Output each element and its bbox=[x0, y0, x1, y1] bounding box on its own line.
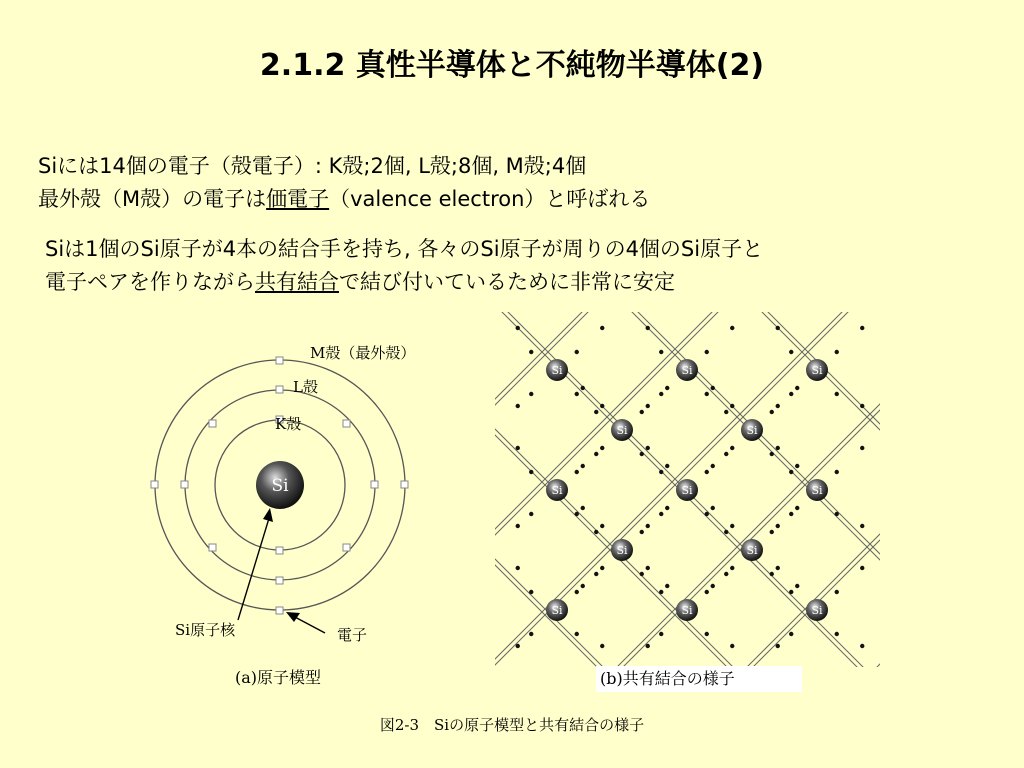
valence-electron-dot bbox=[711, 506, 715, 510]
electron-label: 電子 bbox=[337, 626, 368, 644]
si-atom bbox=[806, 359, 828, 381]
valence-electron-dot bbox=[581, 386, 585, 390]
valence-electron-dot bbox=[516, 644, 520, 648]
valence-electron-dot bbox=[789, 512, 793, 516]
electron-l-7 bbox=[209, 544, 216, 551]
valence-electron-dot bbox=[776, 566, 780, 570]
valence-electron-dot bbox=[529, 632, 533, 636]
valence-electron-dot bbox=[640, 572, 644, 576]
valence-electron-dot bbox=[600, 326, 604, 330]
valence-electron-dot bbox=[776, 644, 780, 648]
valence-electron-dot bbox=[600, 644, 604, 648]
si-atom-label: Si bbox=[811, 484, 823, 497]
valence-electron-dot bbox=[575, 632, 579, 636]
electron-arrow-head bbox=[286, 612, 300, 622]
si-atom bbox=[611, 419, 633, 441]
valence-electron-dot bbox=[705, 350, 709, 354]
si-atom bbox=[546, 359, 568, 381]
valence-electron-dot bbox=[575, 512, 579, 516]
bond-text-pre: 電子ペアを作りながら bbox=[45, 270, 255, 294]
valence-electron-dot bbox=[789, 632, 793, 636]
valence-electron-dot bbox=[711, 584, 715, 588]
shell-electron-text: Siには14個の電子（殻電子）: K殻;2個, L殻;8個, M殻;4個 bbox=[38, 154, 587, 178]
m-shell-label: M殻（最外殻） bbox=[310, 344, 416, 362]
si-atom bbox=[611, 539, 633, 561]
valence-electron-dot bbox=[600, 566, 604, 570]
electron-l-6 bbox=[343, 420, 350, 427]
valence-electron-dot bbox=[516, 326, 520, 330]
nucleus-arrow-line bbox=[238, 515, 270, 620]
nucleus-symbol: Si bbox=[271, 476, 289, 496]
valence-electron-dot bbox=[659, 632, 663, 636]
si-atom bbox=[676, 599, 698, 621]
valence-electron-dot bbox=[575, 350, 579, 354]
si-atom-label: Si bbox=[811, 604, 823, 617]
valence-electron-dot bbox=[659, 470, 663, 474]
valence-electron-dot bbox=[795, 464, 799, 468]
valence-electron-dot bbox=[646, 404, 650, 408]
si-atom bbox=[806, 599, 828, 621]
valence-electron-dot bbox=[795, 386, 799, 390]
si-atom-label: Si bbox=[811, 364, 823, 377]
valence-electron-dot bbox=[594, 530, 598, 534]
valence-electron-dot bbox=[835, 590, 839, 594]
bond-text-line1: Siは1個のSi原子が4本の結合手を持ち, 各々のSi原子が周りの4個のSi原子と bbox=[45, 237, 764, 261]
electron-m-2 bbox=[276, 607, 283, 614]
valence-electron-dot bbox=[705, 632, 709, 636]
valence-electron-dot bbox=[776, 404, 780, 408]
valence-electron-dot bbox=[795, 584, 799, 588]
covalent-bond-figure bbox=[495, 312, 880, 667]
bond-line bbox=[495, 312, 880, 315]
valence-electron-dot bbox=[659, 512, 663, 516]
valence-electron-dot bbox=[776, 524, 780, 528]
valence-electron-dot bbox=[860, 524, 864, 528]
si-atom bbox=[546, 599, 568, 621]
valence-electron-dot bbox=[835, 392, 839, 396]
si-atom bbox=[741, 539, 763, 561]
valence-electron-dot bbox=[789, 350, 793, 354]
valence-electron-dot bbox=[730, 566, 734, 570]
electron-m-4 bbox=[401, 481, 408, 488]
valence-electron-dot bbox=[516, 566, 520, 570]
si-atom-label: Si bbox=[551, 364, 563, 377]
valence-electron-dot bbox=[705, 392, 709, 396]
valence-electron-dot bbox=[665, 464, 669, 468]
valence-electron-dot bbox=[730, 524, 734, 528]
valence-text-pre: 最外殻（M殻）の電子は bbox=[38, 187, 267, 211]
electron-l-2 bbox=[276, 577, 283, 584]
electron-k-2 bbox=[276, 547, 283, 554]
valence-electron-dot bbox=[795, 506, 799, 510]
valence-electron-dot bbox=[529, 350, 533, 354]
valence-electron-dot bbox=[705, 470, 709, 474]
valence-electron-dot bbox=[646, 446, 650, 450]
nucleus-arrow-head bbox=[263, 508, 273, 522]
valence-electron-dot bbox=[646, 326, 650, 330]
covalent-bond-term: 共有結合 bbox=[255, 270, 339, 294]
valence-electron-dot bbox=[594, 572, 598, 576]
electron-l-8 bbox=[343, 544, 350, 551]
electron-l-5 bbox=[209, 420, 216, 427]
valence-electron-dot bbox=[516, 524, 520, 528]
bond-line bbox=[495, 419, 880, 667]
valence-electron-dot bbox=[860, 566, 864, 570]
page-title: 2.1.2 真性半導体と不純物半導体(2) bbox=[259, 48, 765, 83]
valence-electron-dot bbox=[581, 464, 585, 468]
valence-electron-dot bbox=[705, 590, 709, 594]
valence-electron-dot bbox=[860, 644, 864, 648]
valence-electron-dot bbox=[581, 584, 585, 588]
valence-electron-dot bbox=[789, 470, 793, 474]
valence-electron-text bbox=[38, 183, 650, 213]
valence-electron-dot bbox=[835, 350, 839, 354]
valence-electron-dot bbox=[659, 590, 663, 594]
valence-electron-dot bbox=[600, 446, 604, 450]
valence-electron-dot bbox=[705, 512, 709, 516]
valence-electron-dot bbox=[835, 512, 839, 516]
nucleus-label: Si原子核 bbox=[175, 621, 236, 639]
valence-electron-dot bbox=[529, 392, 533, 396]
si-atom-label: Si bbox=[681, 484, 693, 497]
valence-electron-dot bbox=[665, 506, 669, 510]
valence-electron-dot bbox=[516, 404, 520, 408]
valence-electron-dot bbox=[646, 524, 650, 528]
valence-electron-dot bbox=[600, 404, 604, 408]
bond-line bbox=[495, 649, 880, 667]
valence-electron-dot bbox=[594, 410, 598, 414]
bond-line bbox=[495, 389, 880, 667]
valence-electron-dot bbox=[730, 644, 734, 648]
valence-electron-dot bbox=[776, 446, 780, 450]
electron-l-1 bbox=[276, 386, 283, 393]
valence-electron-dot bbox=[529, 470, 533, 474]
si-atom-label: Si bbox=[551, 484, 563, 497]
valence-electron-dot bbox=[730, 446, 734, 450]
valence-electron-dot bbox=[789, 590, 793, 594]
electron-m-3 bbox=[151, 481, 158, 488]
valence-electron-dot bbox=[581, 506, 585, 510]
si-atom-label: Si bbox=[551, 604, 563, 617]
si-atom bbox=[676, 479, 698, 501]
valence-electron-dot bbox=[665, 386, 669, 390]
bond-text-post: で結び付いているために非常に安定 bbox=[339, 270, 675, 294]
si-atom bbox=[806, 479, 828, 501]
valence-electron-dot bbox=[711, 386, 715, 390]
valence-electron-dot bbox=[835, 632, 839, 636]
valence-electron-dot bbox=[659, 392, 663, 396]
valence-electron-dot bbox=[835, 470, 839, 474]
electron-arrow-line bbox=[293, 616, 325, 633]
valence-electron-dot bbox=[711, 464, 715, 468]
si-atom bbox=[546, 479, 568, 501]
si-atom-label: Si bbox=[616, 544, 628, 557]
valence-electron-dot bbox=[646, 566, 650, 570]
electron-m-1 bbox=[276, 357, 283, 364]
valence-electron-dot bbox=[529, 590, 533, 594]
valence-electron-dot bbox=[600, 524, 604, 528]
valence-electron-dot bbox=[516, 446, 520, 450]
covalent-bond-caption: (b)共有結合の様子 bbox=[596, 666, 802, 692]
valence-text-post: （valence electron）と呼ばれる bbox=[329, 187, 651, 211]
k-shell-label: K殻 bbox=[275, 415, 302, 433]
si-atom-label: Si bbox=[681, 604, 693, 617]
valence-electron-dot bbox=[594, 452, 598, 456]
electron-l-3 bbox=[181, 481, 188, 488]
valence-electron-dot bbox=[640, 530, 644, 534]
valence-electron-dot bbox=[724, 572, 728, 576]
valence-electron-dot bbox=[770, 572, 774, 576]
valence-electron-dot bbox=[529, 512, 533, 516]
valence-electron-dot bbox=[730, 326, 734, 330]
valence-electron-dot bbox=[646, 644, 650, 648]
valence-electron-dot bbox=[860, 446, 864, 450]
bond-line bbox=[495, 312, 880, 569]
l-shell-label: L殻 bbox=[293, 378, 318, 396]
atomic-model-caption: (a)原子模型 bbox=[235, 668, 322, 687]
valence-electron-dot bbox=[770, 410, 774, 414]
valence-electron-dot bbox=[730, 404, 734, 408]
valence-electron-dot bbox=[575, 392, 579, 396]
valence-electron-dot bbox=[724, 452, 728, 456]
valence-electron-dot bbox=[770, 452, 774, 456]
valence-electron-dot bbox=[724, 410, 728, 414]
si-atom bbox=[676, 359, 698, 381]
bond-line bbox=[495, 312, 880, 539]
valence-electron-dot bbox=[860, 404, 864, 408]
atomic-model-figure bbox=[130, 330, 430, 700]
bond-line bbox=[495, 312, 880, 575]
bond-line bbox=[495, 519, 880, 667]
bond-text-line2 bbox=[45, 266, 675, 296]
si-atom-label: Si bbox=[616, 424, 628, 437]
valence-electron-dot bbox=[665, 584, 669, 588]
si-atom-label: Si bbox=[746, 424, 758, 437]
valence-electron-dot bbox=[640, 452, 644, 456]
si-atom-label: Si bbox=[746, 544, 758, 557]
valence-electron-term: 価電子 bbox=[266, 187, 330, 211]
electron-l-4 bbox=[371, 481, 378, 488]
valence-electron-dot bbox=[640, 410, 644, 414]
si-atom bbox=[741, 419, 763, 441]
figure-caption: 図2-3 Siの原子模型と共有結合の様子 bbox=[379, 716, 645, 734]
valence-electron-dot bbox=[776, 326, 780, 330]
valence-electron-dot bbox=[770, 530, 774, 534]
si-atom-label: Si bbox=[681, 364, 693, 377]
valence-electron-dot bbox=[659, 350, 663, 354]
valence-electron-dot bbox=[860, 326, 864, 330]
valence-electron-dot bbox=[789, 392, 793, 396]
valence-electron-dot bbox=[724, 530, 728, 534]
valence-electron-dot bbox=[575, 470, 579, 474]
valence-electron-dot bbox=[575, 590, 579, 594]
